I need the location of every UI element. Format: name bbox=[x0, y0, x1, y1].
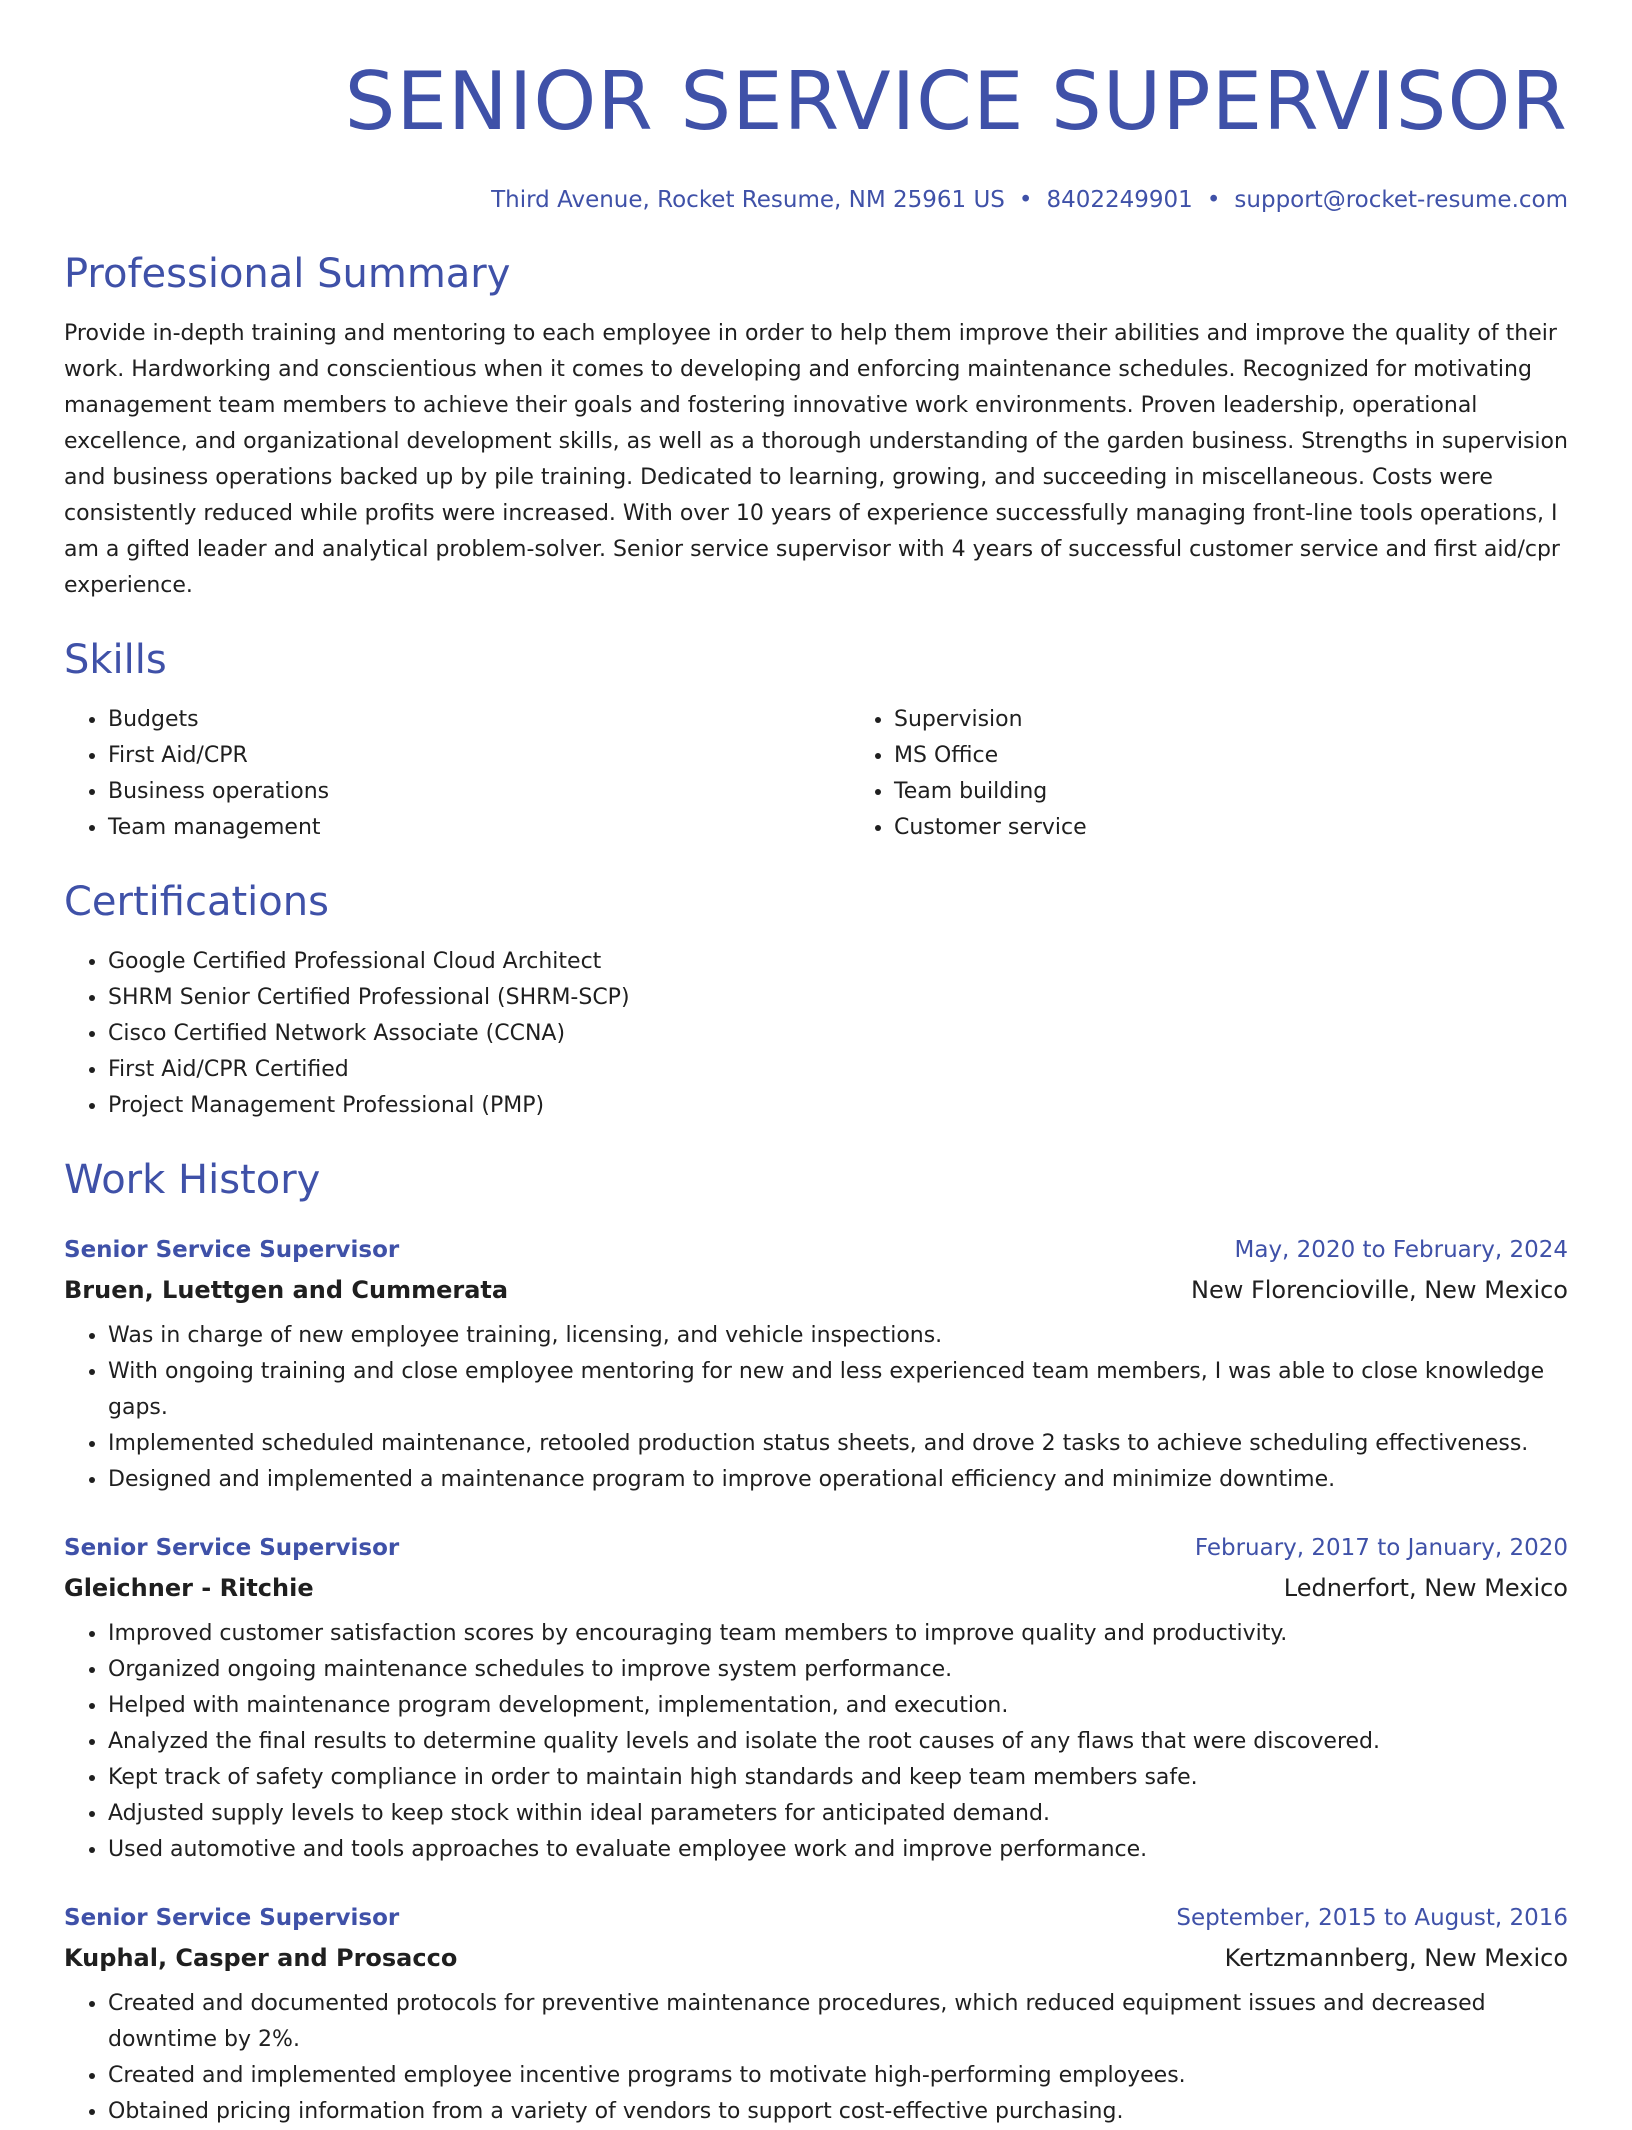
job-bullets bbox=[64, 1318, 1568, 1498]
skills-list-left bbox=[64, 702, 850, 846]
job-company: Bruen, Luettgen and Cummerata bbox=[64, 1276, 509, 1304]
job-company-row bbox=[64, 1270, 1568, 1310]
job-company-row bbox=[64, 1938, 1568, 1978]
certification-item: • Google Certified Professional Cloud Architect bbox=[108, 944, 1568, 980]
certification-item: • Cisco Certified Network Associate (CCNA) bbox=[108, 1016, 1568, 1052]
contact-email: support@rocket-resume.com bbox=[1234, 187, 1568, 213]
certifications-heading: Certifications bbox=[64, 879, 329, 925]
job-dates: September, 2015 to August, 2016 bbox=[1176, 1905, 1568, 1931]
job-bullet: • Was in charge of new employee training, licensing, and vehicle inspections. bbox=[108, 1318, 1568, 1354]
job-entry bbox=[64, 1898, 1568, 2130]
skill-item: • Team building bbox=[894, 774, 1632, 810]
skill-item: • Customer service bbox=[894, 810, 1632, 846]
job-company: Gleichner - Ritchie bbox=[64, 1574, 314, 1602]
contact-separator: • bbox=[1206, 187, 1221, 213]
job-bullet: • Used automotive and tools approaches to evaluate employee work and improve performance. bbox=[108, 1832, 1568, 1868]
job-bullet: • Created and documented protocols for preventive maintenance procedures, which reduced equipment issues and decreased downtime by 2%. bbox=[108, 1986, 1568, 2058]
job-entry bbox=[64, 1230, 1568, 1498]
job-title: Senior Service Supervisor bbox=[64, 1535, 400, 1561]
work-history-section bbox=[64, 1152, 1568, 2130]
contact-line bbox=[64, 184, 1568, 216]
job-entry bbox=[64, 1528, 1568, 1868]
contact-phone: 8402249901 bbox=[1046, 187, 1193, 213]
resume-header bbox=[64, 0, 1568, 216]
job-bullet: • Improved customer satisfaction scores by encouraging team members to improve quality and productivity. bbox=[108, 1616, 1568, 1652]
contact-address: Third Avenue, Rocket Resume, NM 25961 US bbox=[491, 187, 1005, 213]
job-bullet: • Designed and implemented a maintenance program to improve operational efficiency and minimize downtime. bbox=[108, 1462, 1568, 1498]
skills-columns bbox=[64, 702, 1568, 846]
certifications-section bbox=[64, 874, 1568, 1124]
job-title: Senior Service Supervisor bbox=[64, 1905, 400, 1931]
skill-item: • Business operations bbox=[108, 774, 850, 810]
summary-section bbox=[64, 246, 1568, 604]
job-title-row bbox=[64, 1528, 1568, 1568]
job-company-row bbox=[64, 1568, 1568, 1608]
job-bullets bbox=[64, 1616, 1568, 1868]
skill-item: • First Aid/CPR bbox=[108, 738, 850, 774]
job-title: Senior Service Supervisor bbox=[64, 1237, 400, 1263]
job-title-row bbox=[64, 1230, 1568, 1270]
skills-list-right bbox=[850, 702, 1632, 846]
job-company: Kuphal, Casper and Prosacco bbox=[64, 1944, 458, 1972]
job-bullet: • Created and implemented employee incentive programs to motivate high-performing employees. bbox=[108, 2058, 1568, 2094]
skill-item: • Supervision bbox=[894, 702, 1632, 738]
job-bullet: • With ongoing training and close employee mentoring for new and less experienced team members, I was able to close knowledge gaps. bbox=[108, 1354, 1568, 1426]
skill-item: • Budgets bbox=[108, 702, 850, 738]
skill-item: • MS Office bbox=[894, 738, 1632, 774]
job-bullet: • Organized ongoing maintenance schedules to improve system performance. bbox=[108, 1652, 1568, 1688]
job-title-row bbox=[64, 1898, 1568, 1938]
candidate-name: SENIOR SERVICE SUPERVISOR bbox=[344, 55, 1568, 148]
work-history-heading: Work History bbox=[64, 1157, 321, 1203]
job-bullet: • Adjusted supply levels to keep stock within ideal parameters for anticipated demand. bbox=[108, 1796, 1568, 1832]
job-bullet: • Kept track of safety compliance in order to maintain high standards and keep team members safe. bbox=[108, 1760, 1568, 1796]
job-dates: February, 2017 to January, 2020 bbox=[1194, 1535, 1568, 1561]
job-bullet: • Analyzed the final results to determine quality levels and isolate the root causes of any flaws that were discovered. bbox=[108, 1724, 1568, 1760]
certifications-list bbox=[64, 944, 1568, 1124]
certification-item: • SHRM Senior Certified Professional (SHRM-SCP) bbox=[108, 980, 1568, 1016]
job-location: Lednerfort, New Mexico bbox=[1283, 1574, 1568, 1602]
summary-heading: Professional Summary bbox=[64, 251, 511, 297]
skill-item: • Team management bbox=[108, 810, 850, 846]
job-bullets bbox=[64, 1986, 1568, 2130]
job-dates: May, 2020 to February, 2024 bbox=[1234, 1237, 1568, 1263]
summary-text: Provide in-depth training and mentoring to each employee in order to help them improve their abilities and improve the quality of their work. Hardworking and conscientious when it comes to developing and enforcing maintenance schedules. Recognized for motivating management team members to achieve their goals and fostering innovative work environments. Proven leadership, operational excellence, and organizational development skills, as well as a thorough understanding of the garden business. Strengths in supervision and business operations backed up by pile training. Dedicated to learning, growing, and succeeding in miscellaneous. Costs were consistently reduced while profits were increased. With over 10 years of experience successfully managing front-line tools operations, I am a gifted leader and analytical problem-solver. Senior service supervisor with 4 years of successful customer service and first aid/cpr experience. bbox=[64, 321, 1568, 598]
certification-item: • Project Management Professional (PMP) bbox=[108, 1088, 1568, 1124]
job-bullet: • Obtained pricing information from a variety of vendors to support cost-effective purchasing. bbox=[108, 2094, 1568, 2130]
job-location: New Florencioville, New Mexico bbox=[1190, 1276, 1568, 1304]
job-bullet: • Implemented scheduled maintenance, retooled production status sheets, and drove 2 tasks to achieve scheduling effectiveness. bbox=[108, 1426, 1568, 1462]
certification-item: • First Aid/CPR Certified bbox=[108, 1052, 1568, 1088]
job-bullet: • Helped with maintenance program development, implementation, and execution. bbox=[108, 1688, 1568, 1724]
contact-separator: • bbox=[1018, 187, 1033, 213]
job-location: Kertzmannberg, New Mexico bbox=[1224, 1944, 1568, 1972]
skills-section bbox=[64, 632, 1568, 846]
skills-heading: Skills bbox=[64, 637, 167, 683]
